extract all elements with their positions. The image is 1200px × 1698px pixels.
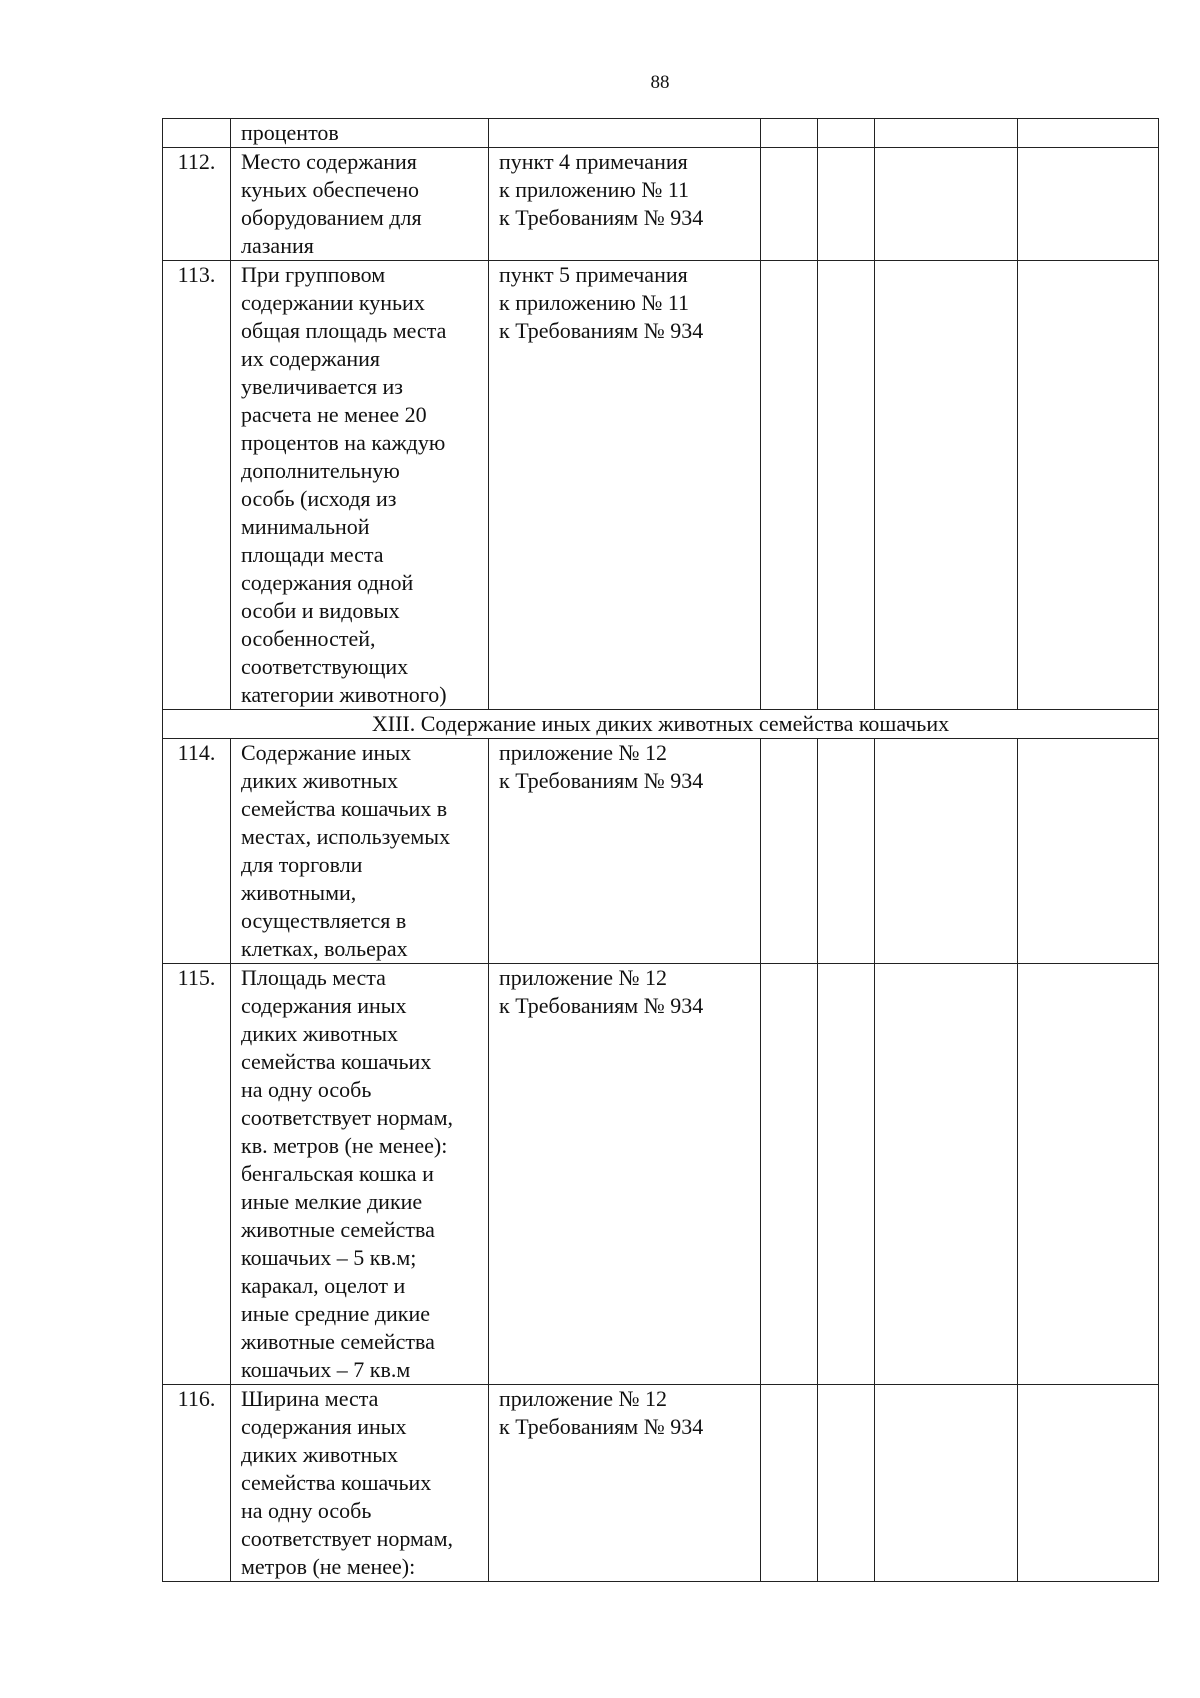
requirement-text: [231, 964, 489, 1385]
requirement-line: расчета не менее 20: [241, 402, 427, 427]
answer-na-cell: [875, 964, 1018, 1385]
note-cell: [1018, 964, 1159, 1385]
requirement-line: содержания иных: [241, 1414, 407, 1439]
requirement-line: иные мелкие дикие: [241, 1189, 423, 1214]
answer-no-cell: [818, 964, 875, 1385]
note-cell: [1018, 148, 1159, 261]
requirement-line: Ширина места: [241, 1386, 379, 1411]
requirement-line: процентов: [241, 120, 339, 145]
section-title: XIII. Содержание иных диких животных семейства кошачьих: [163, 710, 1159, 739]
answer-no-cell: [818, 261, 875, 710]
requirement-line: кошачьих – 7 кв.м: [241, 1357, 411, 1382]
requirement-line: их содержания: [241, 346, 380, 371]
table-row: [163, 964, 1159, 1385]
requirement-line: площади места: [241, 542, 384, 567]
note-cell: [1018, 261, 1159, 710]
item-number: 112.: [163, 148, 231, 261]
requirement-line: дополнительную: [241, 458, 400, 483]
requirement-line: на одну особь: [241, 1498, 372, 1523]
answer-yes-cell: [761, 964, 818, 1385]
legal-reference: [489, 119, 761, 148]
answer-na-cell: [875, 739, 1018, 964]
answer-na-cell: [875, 119, 1018, 148]
requirement-text: [231, 1385, 489, 1582]
reference-line: приложение № 12: [499, 1386, 667, 1411]
requirement-line: особь (исходя из: [241, 486, 397, 511]
legal-reference: [489, 1385, 761, 1582]
requirement-line: кв. метров (не менее):: [241, 1133, 448, 1158]
legal-reference: [489, 261, 761, 710]
answer-no-cell: [818, 148, 875, 261]
page-number: 88: [650, 72, 670, 93]
reference-line: приложение № 12: [499, 740, 667, 765]
requirement-line: животные семейства: [241, 1329, 435, 1354]
answer-yes-cell: [761, 1385, 818, 1582]
note-cell: [1018, 1385, 1159, 1582]
requirement-line: минимальной: [241, 514, 370, 539]
reference-line: приложение № 12: [499, 965, 667, 990]
requirement-line: соответствует нормам,: [241, 1526, 453, 1551]
section-header-row: [163, 710, 1159, 739]
requirement-line: особенностей,: [241, 626, 376, 651]
table-row: [163, 119, 1159, 148]
requirement-line: семейства кошачьих: [241, 1049, 432, 1074]
answer-no-cell: [818, 1385, 875, 1582]
answer-yes-cell: [761, 739, 818, 964]
table-row: [163, 148, 1159, 261]
answer-yes-cell: [761, 148, 818, 261]
requirement-text: [231, 261, 489, 710]
item-number: [163, 119, 231, 148]
requirement-line: категории животного): [241, 682, 447, 707]
note-cell: [1018, 119, 1159, 148]
reference-line: к приложению № 11: [499, 177, 689, 202]
requirement-text: [231, 148, 489, 261]
requirement-line: животными,: [241, 880, 357, 905]
requirement-line: диких животных: [241, 1021, 399, 1046]
requirement-line: каракал, оцелот и: [241, 1273, 406, 1298]
reference-line: к Требованиям № 934: [499, 205, 704, 230]
requirement-line: на одну особь: [241, 1077, 372, 1102]
requirement-line: метров (не менее):: [241, 1554, 416, 1579]
requirement-line: оборудованием для: [241, 205, 422, 230]
requirement-line: содержании куньих: [241, 290, 425, 315]
table-row: [163, 739, 1159, 964]
requirement-line: для торговли: [241, 852, 363, 877]
reference-line: к Требованиям № 934: [499, 768, 704, 793]
requirement-line: соответствует нормам,: [241, 1105, 453, 1130]
requirement-line: Содержание иных: [241, 740, 412, 765]
answer-na-cell: [875, 148, 1018, 261]
requirement-line: кошачьих – 5 кв.м;: [241, 1245, 417, 1270]
reference-line: к Требованиям № 934: [499, 318, 704, 343]
requirement-line: местах, используемых: [241, 824, 451, 849]
answer-yes-cell: [761, 261, 818, 710]
item-number: 116.: [163, 1385, 231, 1582]
answer-no-cell: [818, 119, 875, 148]
requirement-text: [231, 739, 489, 964]
table-row: [163, 261, 1159, 710]
requirement-line: соответствующих: [241, 654, 409, 679]
requirement-line: животные семейства: [241, 1217, 435, 1242]
reference-line: к Требованиям № 934: [499, 993, 704, 1018]
requirement-line: процентов на каждую: [241, 430, 446, 455]
requirement-line: общая площадь места: [241, 318, 447, 343]
note-cell: [1018, 739, 1159, 964]
requirement-line: клетках, вольерах: [241, 936, 408, 961]
requirement-line: При групповом: [241, 262, 386, 287]
requirement-line: бенгальская кошка и: [241, 1161, 434, 1186]
requirement-line: куньих обеспечено: [241, 177, 420, 202]
answer-no-cell: [818, 739, 875, 964]
requirement-line: содержания одной: [241, 570, 414, 595]
requirement-line: иные средние дикие: [241, 1301, 431, 1326]
legal-reference: [489, 739, 761, 964]
reference-line: к приложению № 11: [499, 290, 689, 315]
table-row: [163, 1385, 1159, 1582]
answer-na-cell: [875, 261, 1018, 710]
requirement-line: лазания: [241, 233, 314, 258]
item-number: 114.: [163, 739, 231, 964]
answer-yes-cell: [761, 119, 818, 148]
item-number: 115.: [163, 964, 231, 1385]
answer-na-cell: [875, 1385, 1018, 1582]
item-number: 113.: [163, 261, 231, 710]
requirement-line: Место содержания: [241, 149, 417, 174]
reference-line: пункт 5 примечания: [499, 262, 688, 287]
requirement-line: диких животных: [241, 1442, 399, 1467]
requirement-line: семейства кошачьих в: [241, 796, 448, 821]
requirement-line: диких животных: [241, 768, 399, 793]
reference-line: к Требованиям № 934: [499, 1414, 704, 1439]
requirement-line: особи и видовых: [241, 598, 400, 623]
requirements-table: [162, 118, 1159, 1582]
legal-reference: [489, 148, 761, 261]
requirement-line: Площадь места: [241, 965, 386, 990]
requirement-text: [231, 119, 489, 148]
requirement-line: осуществляется в: [241, 908, 407, 933]
requirement-line: увеличивается из: [241, 374, 403, 399]
reference-line: пункт 4 примечания: [499, 149, 688, 174]
requirement-line: содержания иных: [241, 993, 407, 1018]
requirement-line: семейства кошачьих: [241, 1470, 432, 1495]
legal-reference: [489, 964, 761, 1385]
